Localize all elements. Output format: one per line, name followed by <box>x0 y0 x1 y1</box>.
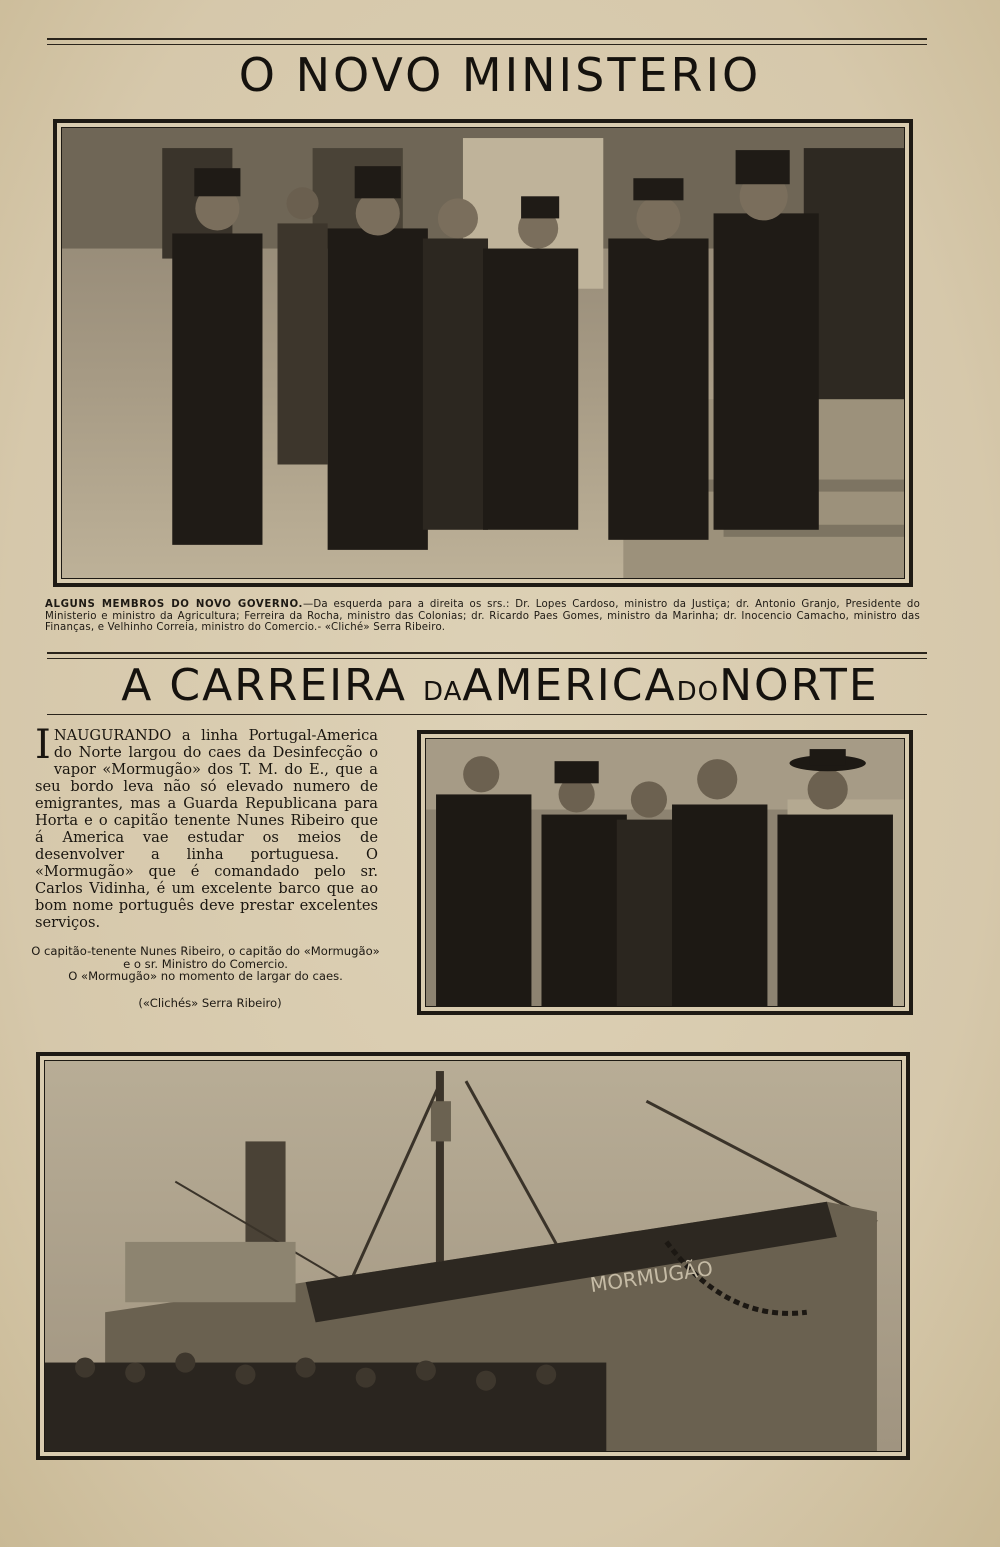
officers-photo <box>425 738 905 1007</box>
section-2-rule-thin <box>47 658 927 659</box>
article-dropcap: I <box>35 722 51 768</box>
cabinet-caption-lead: ALGUNS MEMBROS DO NOVO GOVERNO. <box>45 599 303 610</box>
headline-part-5: NORTE <box>719 660 879 711</box>
officers-photo-caption <box>28 945 383 983</box>
article-body <box>35 722 378 931</box>
cabinet-photo-frame <box>53 119 913 587</box>
cabinet-caption-text: —Da esquerda para a direita os srs.: Dr. Lopes Cardoso, ministro da Justiça; dr. Antonio Granjo, Presidente do Ministerio e ministro da Agricultura; Ferreira da Rocha, ministro das Colonias; dr. Ricardo Paes Gomes, ministro da Marinha; dr. Inocencio Camacho, ministro das Finanças, e Velhinho Correia, ministro do Comercio.- «Cliché» Serra Ribeiro. <box>45 599 921 633</box>
headline-part-3: AMERICA <box>462 660 677 711</box>
headline-part-2: DA <box>423 677 463 707</box>
headline-part-4: DO <box>676 677 720 707</box>
section-2-under-rule <box>47 714 927 715</box>
article-text: NAUGURANDO a linha Portugal-America do Norte largou do caes da Desinfecção o vapor «Mormugão» dos T. M. do E., que a seu bordo leva não só elevado numero de emigrantes, mas a Guarda Republicana para Horta e o capitão tenente Nunes Ribeiro que á America vae estudar os meios de desenvolver a linha portuguesa. O «Mormugão» que é comandado pelo sr. Carlos Vidinha, é um excelente barco que ao bom nome português deve prestar excelentes serviços. <box>35 727 378 931</box>
section-2-rule <box>47 652 927 654</box>
ship-photo-frame <box>36 1052 910 1460</box>
cabinet-caption <box>45 599 920 634</box>
top-rule-thin <box>47 44 927 45</box>
photo-caption-line-1: O capitão-tenente Nunes Ribeiro, o capitão do «Mormugão» e o sr. Ministro do Comercio. <box>31 944 380 971</box>
ship-name-on-hull: MORMUGÃO <box>588 1256 715 1298</box>
officers-photo-frame <box>417 730 913 1015</box>
headline-novo-ministerio: O NOVO MINISTERIO <box>238 48 762 102</box>
ship-departure-photo <box>44 1060 902 1452</box>
photo-caption-line-2: O «Mormugão» no momento de largar do caes. <box>68 969 343 984</box>
photo-credit: («Clichés» Serra Ribeiro) <box>138 996 282 1010</box>
top-rule <box>47 38 927 40</box>
cabinet-members-photo <box>61 127 905 579</box>
headline-part-1: A CARREIRA <box>121 660 407 711</box>
headline-carreira-america-norte <box>0 660 1000 711</box>
